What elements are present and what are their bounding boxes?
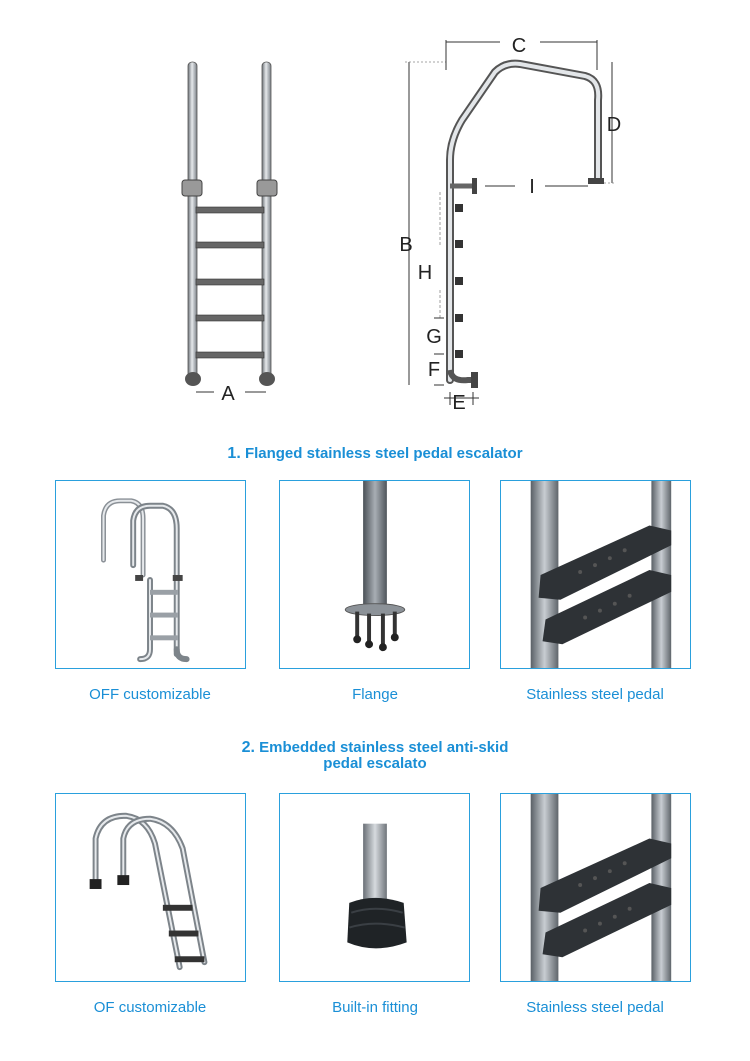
photo-stainless-pedal-2 <box>500 793 691 982</box>
front-view-ladder <box>182 62 277 405</box>
caption-stainless-pedal-1: Stainless steel pedal <box>526 686 664 703</box>
section1-title <box>0 446 750 462</box>
photo-of-customizable <box>55 793 246 982</box>
dimension-label-a: A <box>221 383 235 405</box>
caption-flange: Flange <box>352 686 398 703</box>
pedal-photo <box>501 481 690 668</box>
caption-of-customizable: OF customizable <box>93 999 207 1016</box>
dimension-label-f: F <box>427 359 441 381</box>
dimension-label-b: B <box>399 234 413 256</box>
dimension-label-d: D <box>606 114 622 136</box>
flange-photo <box>280 481 469 668</box>
caption-off-customizable: OFF customizable <box>89 686 211 703</box>
ladder-dimension-diagram <box>0 0 750 420</box>
dimension-label-i: I <box>529 176 535 198</box>
dimension-label-e: E <box>452 392 466 414</box>
ladder-photo <box>56 481 245 668</box>
section2-title <box>0 740 750 772</box>
photo-off-customizable <box>55 480 246 669</box>
section2-title-line2: pedal escalato <box>323 755 427 772</box>
section2-number: 2. <box>241 739 255 756</box>
dimension-label-h: H <box>417 262 433 284</box>
ladder-photo-2 <box>56 794 245 981</box>
caption-stainless-pedal-2: Stainless steel pedal <box>526 999 664 1016</box>
dimension-label-c: C <box>511 35 527 57</box>
section1-number: 1. <box>227 445 241 462</box>
section1-title-text: Flanged stainless steel pedal escalator <box>244 445 523 462</box>
section2-title-line1: Embedded stainless steel anti-skid <box>259 739 509 756</box>
side-view-ladder <box>405 40 615 405</box>
photo-stainless-pedal-1 <box>500 480 691 669</box>
photo-flange <box>279 480 470 669</box>
dimension-label-g: G <box>426 326 442 348</box>
caption-built-in-fitting: Built-in fitting <box>332 999 418 1016</box>
fitting-photo <box>280 794 469 981</box>
pedal-photo-2 <box>501 794 690 981</box>
photo-built-in-fitting <box>279 793 470 982</box>
